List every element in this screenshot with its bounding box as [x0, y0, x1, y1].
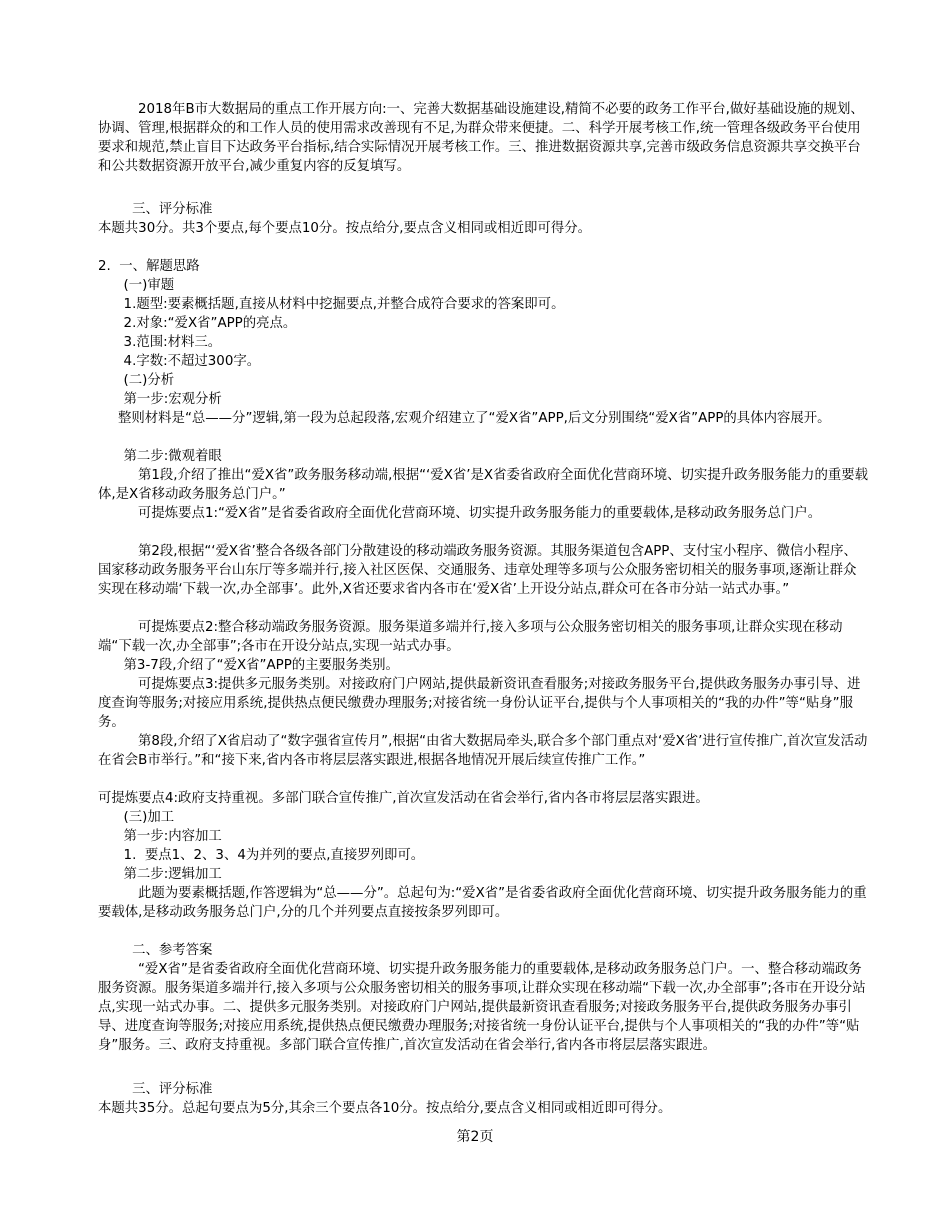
macro-analysis-paragraph: 整则材料是“总——分”逻辑,第一段为总起段落,宏观介绍建立了“爱X省”APP,后文分别围绕“爱X省”APP的具体内容展开。 [118, 411, 831, 426]
scoring-text-1: 本题共30分。共3个要点,每个要点10分。按点给分,要点含义相同或相近即可得分。 [98, 221, 591, 236]
scoring-heading-2: 三、评分标准 [98, 1082, 213, 1097]
scoring-heading-1: 三、评分标准 [98, 202, 213, 217]
review-section: (一)审题 1.题型:要素概括题,直接从材料中挖掘要点,并整合成符合要求的答案即可。 2.对象:“爱X省”APP的亮点。 3.范围:材料三。 4.字数:不超过300字。 (二)分析 第一步:宏观分析 [123, 278, 565, 407]
micro-step-label: 第二步:微观着眼 [98, 449, 222, 464]
processing-section: (三)加工 第一步:内容加工 1. 要点1、2、3、4为并列的要点,直接罗列即可。 第二步:逻辑加工 [123, 810, 425, 882]
key-point-4: 可提炼要点4:政府支持重视。多部门联合宣传推广,首次宣发活动在省会举行,省内各市将层层落实跟进。 [98, 791, 709, 806]
logic-processing-paragraph: 此题为要素概括题,作答逻辑为“总——分”。总起句为:“爱X省”是省委省政府全面优化营商环境、切实提升政务服务能力的重要载体,是移动政务服务总门户,分的几个并列要点直接按条罗列即可。 [98, 886, 867, 920]
page-number: 第2页 [456, 1129, 494, 1145]
question-2-heading: 2. 一、解题思路 [98, 259, 200, 274]
intro-paragraph: 2018年B市大数据局的重点工作开展方向:一、完善大数据基础设施建设,精简不必要的政务工作平台,做好基础设施的规划、协调、管理,根据群众的和工作人员的使用需求改善现有不足,为群众带来便捷。二、科学开展考核工作,统一管理各级政务平台使用要求和规范,禁止盲目下达政务平台指标,结合实际情况开展考核工作。三、推进数据资源共享,完善市级政务信息资源共享交换平台和公共数据资源开放平台,减少重复内容的反复填写。 [98, 102, 864, 174]
scoring-text-2: 本题共35分。总起句要点为5分,其余三个要点各10分。按点给分,要点含义相同或相近即可得分。 [98, 1101, 672, 1116]
paragraph-2-analysis: 第2段,根据“‘爱X省’整合各级各部门分散建设的移动端政务服务资源。其服务渠道包含APP、支付宝小程序、微信小程序、国家移动政务服务平台山东厅等多端并行,接入社区医保、交通服务、违章处理等多项与公众服务密切相关的服务事项,逐渐让群众实现在移动端‘下载一次,办全部事’。此外,X省还要求省内各市在‘爱X省’上开设分站点,群众可在各市分站一站式办事。” [98, 544, 857, 597]
paragraph-8-analysis: 第8段,介绍了X省启动了“数字强省宣传月”,根据“由省大数据局牵头,联合多个部门重点对‘爱X省’进行宣传推广,首次宣发活动在省会B市举行。”和“接下来,省内各市将层层落实跟进,根据各地情况开展后续宣传推广工作。” [98, 734, 868, 768]
paragraph-3-7-analysis: 第3-7段,介绍了“爱X省”APP的主要服务类别。 [98, 658, 399, 673]
reference-answer-heading: 二、参考答案 [98, 943, 213, 958]
key-point-1: 可提炼要点1:“爱X省”是省委省政府全面优化营商环境、切实提升政务服务能力的重要载体,是移动政务服务总门户。 [138, 506, 822, 521]
key-point-2: 可提炼要点2:整合移动端政务服务资源。服务渠道多端并行,接入多项与公众服务密切相关的服务事项,让群众实现在移动端“下载一次,办全部事”;各市在开设分站点,实现一站式办事。 [98, 620, 843, 654]
paragraph-1-analysis: 第1段,介绍了推出“爱X省”政务服务移动端,根据“‘爱X省’是X省委省政府全面优化营商环境、切实提升政务服务能力的重要载体,是X省移动政务服务总门户。” [98, 468, 869, 502]
key-point-3: 可提炼要点3:提供多元服务类别。对接政府门户网站,提供最新资讯查看服务;对接政务服务平台,提供政务服务办事引导、进度查询等服务;对接应用系统,提供热点便民缴费办理服务;对接省统一身份认证平台,提供与个人事项相关的“我的办件”等“贴身”服务。 [98, 677, 861, 730]
reference-answer-text: “爱X省”是省委省政府全面优化营商环境、切实提升政务服务能力的重要载体,是移动政务服务总门户。一、整合移动端政务服务资源。服务渠道多端并行,接入多项与公众服务密切相关的服务事项,让群众实现在移动端“下载一次,办全部事”;各市在开设分站点,实现一站式办事。二、提供多元服务类别。对接政府门户网站,提供最新资讯查看服务;对接政务服务平台,提供政务服务办事引导、进度查询等服务;对接应用系统,提供热点便民缴费办理服务;对接省统一身份认证平台,提供与个人事项相关的“我的办件”等“贴身”服务。三、政府支持重视。多部门联合宣传推广,首次宣发活动在省会举行,省内各市将层层落实跟进。 [98, 962, 866, 1053]
